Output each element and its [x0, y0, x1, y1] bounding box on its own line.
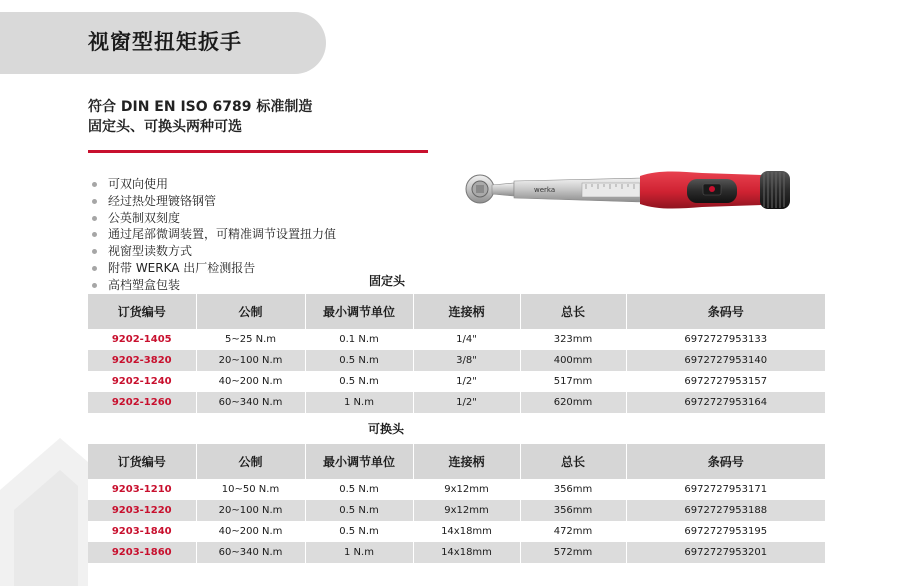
metric-range: 20~100 N.m: [196, 350, 305, 371]
col-min-unit: 最小调节单位: [305, 444, 413, 479]
accent-divider: [88, 150, 428, 153]
feature-item: [91, 277, 336, 294]
min-unit: 0.1 N.m: [305, 329, 413, 350]
col-min-unit: 最小调节单位: [305, 294, 413, 329]
col-drive: 连接柄: [413, 444, 520, 479]
torque-wrench-image: [462, 165, 794, 215]
bullet-icon: [92, 232, 97, 237]
table-row: [88, 350, 825, 371]
interchangeable-head-label: 可换头: [368, 422, 405, 436]
feature-text: 高档塑盒包装: [108, 277, 181, 292]
feature-item: [91, 243, 336, 260]
table-header-row: [88, 294, 825, 329]
col-length: 总长: [520, 294, 626, 329]
feature-text: 经过热处理镀铬钢管: [108, 193, 217, 208]
brand-mark: werka: [534, 186, 556, 194]
feature-item: [91, 226, 336, 243]
table-row: [88, 329, 825, 350]
fixed-head-table: [88, 294, 825, 413]
barcode: 6972727953188: [626, 500, 825, 521]
drive: 1/2": [413, 392, 520, 413]
metric-range: 10~50 N.m: [196, 479, 305, 500]
length: 472mm: [520, 521, 626, 542]
length: 572mm: [520, 542, 626, 563]
metric-range: 40~200 N.m: [196, 371, 305, 392]
metric-range: 60~340 N.m: [196, 392, 305, 413]
order-no: 9202-1260: [88, 392, 196, 413]
col-barcode: 条码号: [626, 444, 825, 479]
col-length: 总长: [520, 444, 626, 479]
options-line: 固定头、可换头两种可选: [88, 119, 242, 135]
order-no: 9203-1840: [88, 521, 196, 542]
feature-item: [91, 260, 336, 277]
metric-range: 60~340 N.m: [196, 542, 305, 563]
table-row: [88, 521, 825, 542]
feature-text: 视窗型读数方式: [108, 244, 193, 259]
bullet-icon: [92, 266, 97, 271]
table-header-row: [88, 444, 825, 479]
bullet-icon: [92, 182, 97, 187]
feature-item: [91, 176, 336, 193]
house-watermark-icon: [0, 430, 88, 586]
order-no: 9203-1860: [88, 542, 196, 563]
table-row: [88, 500, 825, 521]
page-title: 视窗型扭矩扳手: [88, 30, 242, 54]
barcode: 6972727953140: [626, 350, 825, 371]
order-no: 9202-1405: [88, 329, 196, 350]
min-unit: 0.5 N.m: [305, 350, 413, 371]
barcode: 6972727953201: [626, 542, 825, 563]
feature-text: 附带 WERKA 出厂检测报告: [108, 260, 256, 275]
min-unit: 0.5 N.m: [305, 500, 413, 521]
table-row: [88, 371, 825, 392]
min-unit: 0.5 N.m: [305, 479, 413, 500]
metric-range: 40~200 N.m: [196, 521, 305, 542]
min-unit: 0.5 N.m: [305, 371, 413, 392]
bullet-icon: [92, 283, 97, 288]
drive: 9x12mm: [413, 500, 520, 521]
drive: 1/4": [413, 329, 520, 350]
barcode: 6972727953195: [626, 521, 825, 542]
order-no: 9203-1210: [88, 479, 196, 500]
drive: 1/2": [413, 371, 520, 392]
length: 400mm: [520, 350, 626, 371]
barcode: 6972727953171: [626, 479, 825, 500]
bullet-icon: [92, 199, 97, 204]
table-row: [88, 542, 825, 563]
table-row: [88, 392, 825, 413]
col-order-no: 订货编号: [88, 294, 196, 329]
min-unit: 1 N.m: [305, 542, 413, 563]
order-no: 9202-1240: [88, 371, 196, 392]
feature-item: [91, 210, 336, 227]
length: 356mm: [520, 500, 626, 521]
min-unit: 1 N.m: [305, 392, 413, 413]
length: 323mm: [520, 329, 626, 350]
feature-text: 公英制双刻度: [108, 210, 181, 225]
interchangeable-head-table: [88, 444, 825, 563]
barcode: 6972727953164: [626, 392, 825, 413]
min-unit: 0.5 N.m: [305, 521, 413, 542]
col-barcode: 条码号: [626, 294, 825, 329]
drive: 3/8": [413, 350, 520, 371]
bullet-icon: [92, 216, 97, 221]
length: 620mm: [520, 392, 626, 413]
barcode: 6972727953133: [626, 329, 825, 350]
bullet-icon: [92, 249, 97, 254]
length: 517mm: [520, 371, 626, 392]
length: 356mm: [520, 479, 626, 500]
col-metric: 公制: [196, 444, 305, 479]
order-no: 9202-3820: [88, 350, 196, 371]
metric-range: 5~25 N.m: [196, 329, 305, 350]
feature-text: 可双向使用: [108, 177, 169, 191]
col-metric: 公制: [196, 294, 305, 329]
fixed-head-label: 固定头: [369, 274, 406, 288]
metric-range: 20~100 N.m: [196, 500, 305, 521]
standard-line: 符合 DIN EN ISO 6789 标准制造: [88, 99, 313, 115]
table-row: [88, 479, 825, 500]
order-no: 9203-1220: [88, 500, 196, 521]
feature-text: 通过尾部微调装置，可精准调节设置扭力值: [108, 227, 337, 242]
feature-item: [91, 193, 336, 210]
drive: 9x12mm: [413, 479, 520, 500]
drive: 14x18mm: [413, 521, 520, 542]
drive: 14x18mm: [413, 542, 520, 563]
barcode: 6972727953157: [626, 371, 825, 392]
col-order-no: 订货编号: [88, 444, 196, 479]
feature-list: [91, 176, 336, 294]
col-drive: 连接柄: [413, 294, 520, 329]
